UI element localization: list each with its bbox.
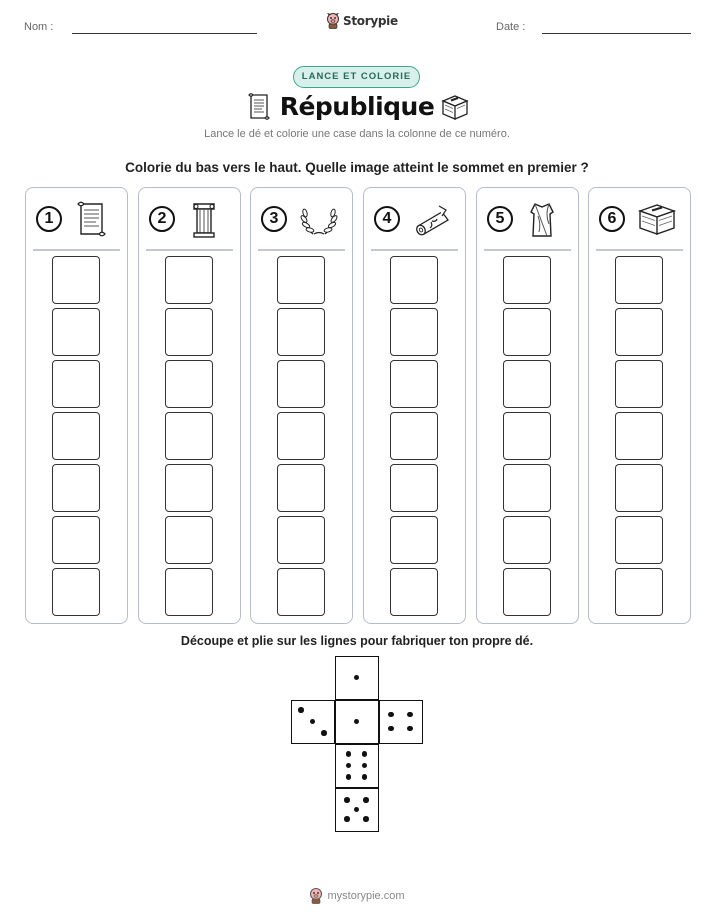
color-cell[interactable] [277, 360, 325, 408]
pig-mascot-icon [309, 888, 323, 904]
toga-icon [525, 200, 559, 240]
column-number: 4 [374, 206, 400, 232]
color-cell[interactable] [615, 516, 663, 564]
color-cell[interactable] [503, 412, 551, 460]
laurel-wreath-icon [299, 200, 339, 240]
color-cell[interactable] [503, 256, 551, 304]
column-number: 1 [36, 206, 62, 232]
ballot-box-icon [440, 92, 470, 122]
color-cell[interactable] [165, 256, 213, 304]
die-face-1 [335, 656, 379, 700]
die-pip [362, 774, 368, 780]
scroll-icon [74, 200, 108, 240]
date-label: Date : [496, 21, 526, 33]
color-cell[interactable] [277, 256, 325, 304]
column-divider [258, 249, 345, 251]
instruction: Colorie du bas vers le haut. Quelle image atteint le sommet en premier ? [125, 160, 589, 175]
name-label: Nom : [24, 21, 54, 33]
column-2 [138, 187, 241, 624]
color-cell[interactable] [52, 464, 100, 512]
die-pip [344, 797, 350, 803]
subtitle: Lance le dé et colorie une case dans la colonne de ce numéro. [204, 128, 510, 140]
column-4 [363, 187, 466, 624]
color-cell[interactable] [277, 308, 325, 356]
die-pip [310, 719, 316, 725]
column-5 [476, 187, 579, 624]
column-header [364, 198, 465, 248]
color-cell[interactable] [615, 256, 663, 304]
die-face-3 [291, 700, 335, 744]
column-divider [596, 249, 683, 251]
color-cell[interactable] [390, 360, 438, 408]
column-divider [33, 249, 120, 251]
ballot-box-icon [637, 200, 677, 240]
column-divider [146, 249, 233, 251]
color-cell[interactable] [615, 308, 663, 356]
color-cell[interactable] [52, 360, 100, 408]
die-pip [363, 816, 369, 822]
color-cell[interactable] [390, 308, 438, 356]
die-pip [407, 712, 413, 718]
color-cell[interactable] [52, 516, 100, 564]
column-header [251, 198, 352, 248]
column-header [477, 198, 578, 248]
color-cell[interactable] [277, 412, 325, 460]
color-cell[interactable] [390, 516, 438, 564]
die-pip [363, 797, 369, 803]
column-1 [25, 187, 128, 624]
color-cell[interactable] [390, 412, 438, 460]
name-line[interactable] [72, 33, 257, 34]
color-cell[interactable] [52, 568, 100, 616]
page-header [0, 0, 714, 50]
die-pip [407, 726, 413, 732]
color-cell[interactable] [52, 256, 100, 304]
color-cell[interactable] [165, 516, 213, 564]
column-3 [250, 187, 353, 624]
page-title: République [279, 92, 435, 121]
color-cell[interactable] [52, 308, 100, 356]
column-divider [484, 249, 571, 251]
color-cell[interactable] [615, 412, 663, 460]
die-pip [362, 751, 368, 757]
color-cell[interactable] [277, 464, 325, 512]
column-header [139, 198, 240, 248]
color-cell[interactable] [503, 464, 551, 512]
die-pip [354, 675, 360, 681]
color-cell[interactable] [390, 256, 438, 304]
die-pip [354, 807, 360, 813]
die-pip [388, 712, 394, 718]
die-pip [321, 730, 327, 736]
color-cell[interactable] [165, 568, 213, 616]
pig-mascot-icon [326, 13, 340, 29]
color-cell[interactable] [615, 464, 663, 512]
color-cell[interactable] [503, 516, 551, 564]
color-cell[interactable] [390, 568, 438, 616]
date-line[interactable] [542, 33, 691, 34]
die-pip [362, 763, 368, 769]
color-cell[interactable] [165, 360, 213, 408]
color-cell[interactable] [165, 464, 213, 512]
column-number: 2 [149, 206, 175, 232]
logo-text: Storypie [343, 14, 398, 28]
die-pip [346, 774, 352, 780]
color-cell[interactable] [503, 360, 551, 408]
column-divider [371, 249, 458, 251]
die-face-6 [335, 744, 379, 788]
color-cell[interactable] [503, 308, 551, 356]
color-cell[interactable] [165, 412, 213, 460]
storypie-logo [326, 13, 398, 29]
column-icon [187, 200, 221, 240]
die-pip [346, 751, 352, 757]
cut-instruction: Découpe et plie sur les lignes pour fabriquer ton propre dé. [180, 634, 534, 648]
color-cell[interactable] [390, 464, 438, 512]
die-pip [388, 726, 394, 732]
column-number: 5 [487, 206, 513, 232]
column-number: 3 [261, 206, 287, 232]
color-cell[interactable] [52, 412, 100, 460]
column-number: 6 [599, 206, 625, 232]
color-cell[interactable] [615, 568, 663, 616]
die-face-5 [335, 788, 379, 832]
die-pip [344, 816, 350, 822]
die-pip [354, 719, 360, 725]
die-pip [298, 707, 304, 713]
column-header [26, 198, 127, 248]
color-cell[interactable] [165, 308, 213, 356]
color-cell[interactable] [503, 568, 551, 616]
die-face-1-center [335, 700, 379, 744]
column-header [589, 198, 690, 248]
column-6 [588, 187, 691, 624]
die-pip [346, 763, 352, 769]
die-face-4 [379, 700, 423, 744]
activity-badge: LANCE ET COLORIE [293, 66, 420, 88]
color-cell[interactable] [615, 360, 663, 408]
color-cell[interactable] [277, 516, 325, 564]
rolled-document-icon [412, 200, 452, 240]
title-row [0, 90, 714, 126]
footer-url[interactable]: mystorypie.com [327, 890, 405, 902]
page-footer [0, 888, 714, 904]
color-cell[interactable] [277, 568, 325, 616]
